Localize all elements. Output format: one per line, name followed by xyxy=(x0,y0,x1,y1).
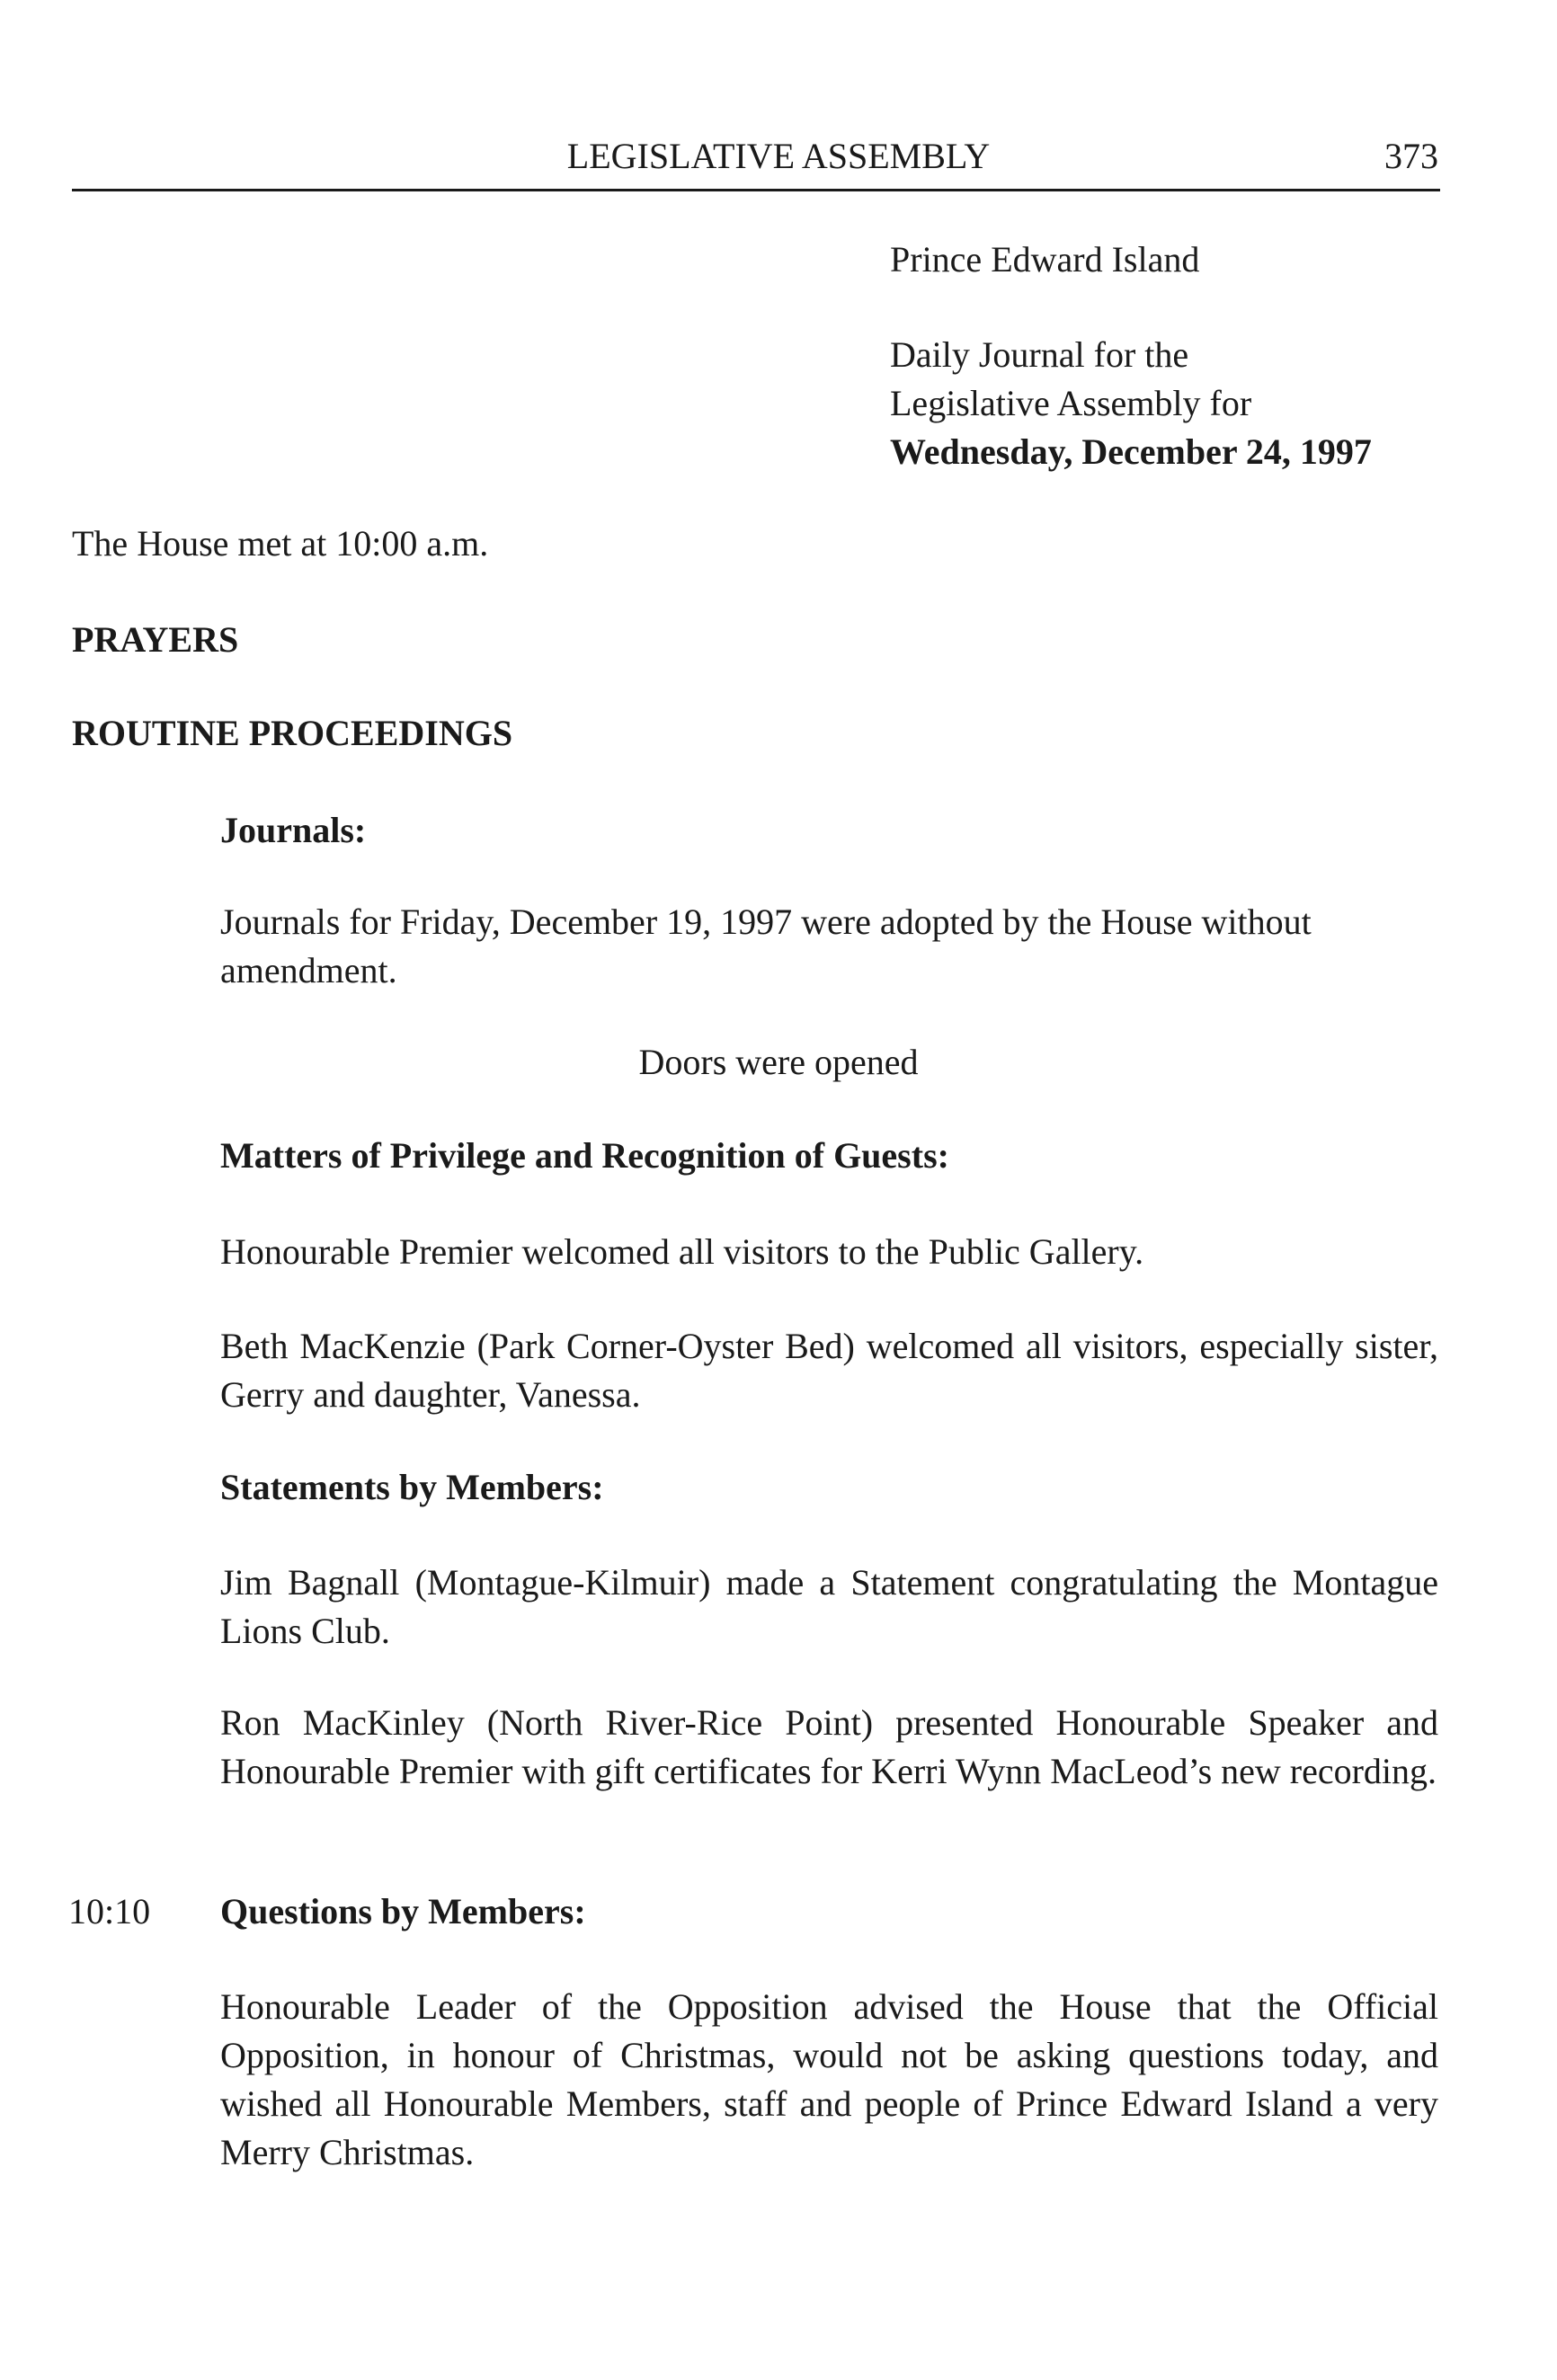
privilege-heading: Matters of Privilege and Recognition of Guests: xyxy=(220,1135,949,1176)
page-number: 373 xyxy=(1384,136,1438,176)
prayers-heading: PRAYERS xyxy=(72,619,239,660)
statements-paragraph-2: Ron MacKinley (North River-Rice Point) presented Honourable Speaker and Honourable Premier with gift certificates for Kerri Wynn MacLeod’s new recording. xyxy=(220,1702,1438,1791)
privilege-paragraph-2: Beth MacKenzie (Park Corner-Oyster Bed) welcomed all visitors, especially sister, Gerry and daughter, Vanessa. xyxy=(220,1326,1438,1415)
journal-title-line-2: Legislative Assembly for xyxy=(890,383,1252,423)
margin-time: 10:10 xyxy=(68,1891,151,1932)
questions-paragraph: Honourable Leader of the Opposition advised the House that the Official Opposition, in honour of Christmas, would not be asking questions today, and wished all Honourable Members, staff and people of Prince Edward Island a very Merry Christmas. xyxy=(220,1986,1438,2172)
questions-heading: Questions by Members: xyxy=(220,1891,586,1932)
privilege-paragraph-1: Honourable Premier welcomed all visitors to the Public Gallery. xyxy=(220,1231,1144,1272)
statements-heading: Statements by Members: xyxy=(220,1467,604,1507)
doors-opened-text: Doors were opened xyxy=(638,1042,919,1082)
journals-paragraph: Journals for Friday, December 19, 1997 were adopted by the House without amendment. xyxy=(220,901,1312,990)
journal-title-line-1: Daily Journal for the xyxy=(890,334,1189,375)
statements-paragraph-1: Jim Bagnall (Montague-Kilmuir) made a Statement congratulating the Montague Lions Club. xyxy=(220,1562,1438,1651)
header-rule xyxy=(72,189,1440,191)
routine-proceedings-heading: ROUTINE PROCEEDINGS xyxy=(72,713,513,753)
province-name: Prince Edward Island xyxy=(890,239,1200,280)
meeting-time-text: The House met at 10:00 a.m. xyxy=(72,523,489,564)
journal-date: Wednesday, December 24, 1997 xyxy=(890,431,1372,472)
page-header-title: LEGISLATIVE ASSEMBLY xyxy=(566,136,991,176)
journals-heading: Journals: xyxy=(220,810,367,850)
